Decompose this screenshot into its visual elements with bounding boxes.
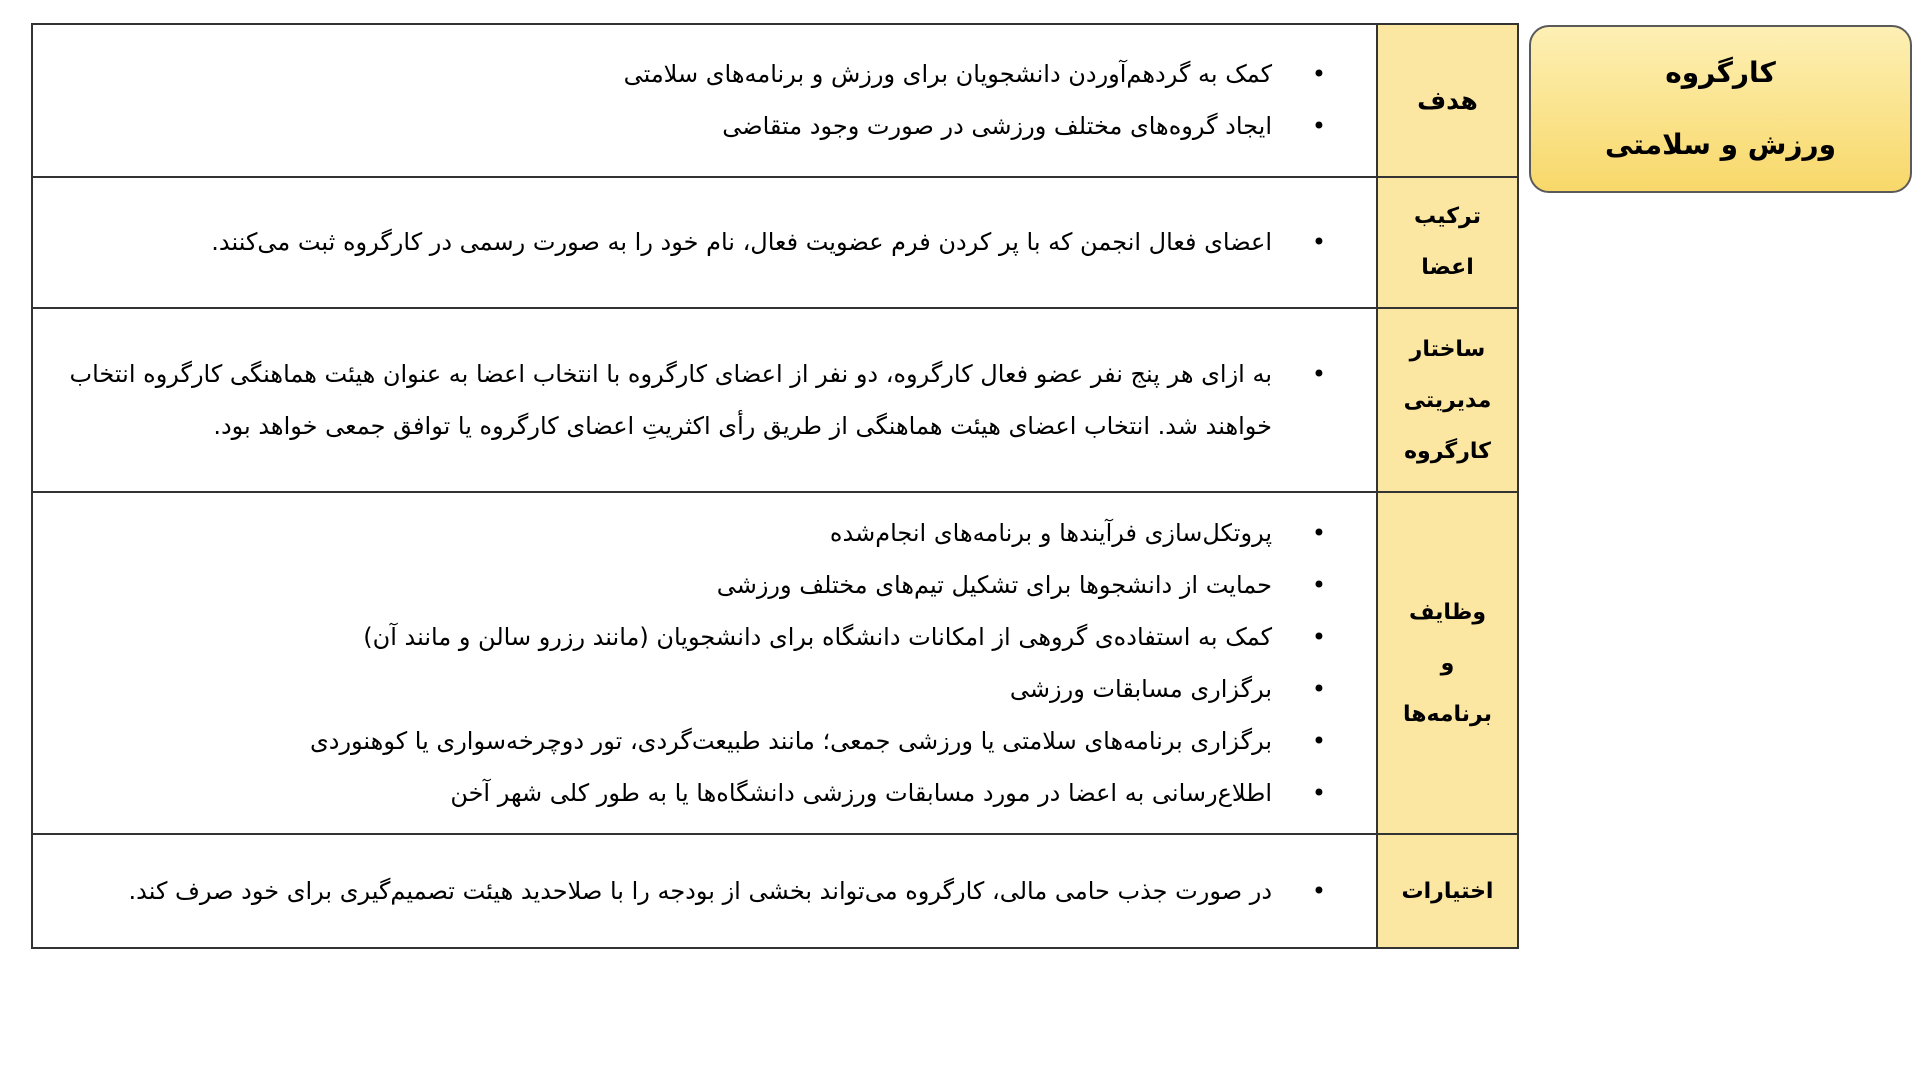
title-line-2: ورزش و سلامتی: [1604, 128, 1837, 161]
label-powers-line: اختیارات: [1401, 878, 1494, 904]
working-group-title-box: [1529, 25, 1912, 193]
label-duties-line: و: [1440, 650, 1455, 676]
duties-list: [33, 507, 1376, 819]
row-goal: [32, 24, 1518, 177]
label-duties-line: وظایف: [1408, 599, 1487, 625]
label-powers: [1377, 834, 1518, 948]
list-item: • در صورت جذب حامی مالی، کارگروه می‌تواند بخشی از بودجه را با صلاحدید هیئت تصمیم‌گیری برای خود صرف کند.: [53, 865, 1326, 917]
list-item: • به ازای هر پنج نفر عضو فعال کارگروه، دو نفر از اعضای کارگروه با انتخاب اعضا به عنوان هیئت هماهنگی کارگروه انتخاب خواهند شد. انتخاب اعضای هیئت هماهنگی از طریق رأی اکثریتِ اعضای کارگروه یا توافق جمعی خواهد بود.: [53, 348, 1326, 452]
working-group-table: [31, 23, 1519, 949]
row-members: [32, 177, 1518, 309]
label-members-line: ترکیب: [1413, 204, 1481, 230]
content-duties: [32, 492, 1377, 834]
content-goal: [32, 24, 1377, 177]
label-structure: [1377, 308, 1518, 492]
list-item: • برگزاری برنامه‌های سلامتی یا ورزشی جمعی؛ مانند طبیعت‌گردی، تور دوچرخه‌سواری یا کوهنوردی: [53, 715, 1326, 767]
list-item: • کمک به گردهم‌آوردن دانشجویان برای ورزش و برنامه‌های سلامتی: [53, 48, 1326, 100]
row-powers: [32, 834, 1518, 948]
label-members: [1377, 177, 1518, 309]
list-item: • اطلاع‌رسانی به اعضا در مورد مسابقات ورزشی دانشگاه‌ها یا به طور کلی شهر آخن: [53, 767, 1326, 819]
list-item: • ایجاد گروه‌های مختلف ورزشی در صورت وجود متقاضی: [53, 100, 1326, 152]
members-list: [33, 216, 1376, 268]
goal-list: [33, 48, 1376, 152]
list-item: • برگزاری مسابقات ورزشی: [53, 663, 1326, 715]
label-goal: [1377, 24, 1518, 177]
label-members-line: اعضا: [1421, 255, 1474, 281]
list-item: • اعضای فعال انجمن که با پر کردن فرم عضویت فعال، نام خود را به صورت رسمی در کارگروه ثبت می‌کنند.: [53, 216, 1326, 268]
row-structure: [32, 308, 1518, 492]
list-item: • کمک به استفاده‌ی گروهی از امکانات دانشگاه برای دانشجویان (مانند رزرو سالن و مانند آن): [53, 611, 1326, 663]
label-structure-line: کارگروه: [1404, 438, 1491, 464]
label-duties: [1377, 492, 1518, 834]
content-powers: [32, 834, 1377, 948]
label-goal-line: هدف: [1417, 85, 1478, 115]
title-line-1: کارگروه: [1665, 56, 1776, 89]
structure-list: [33, 348, 1376, 452]
list-item: • پروتکل‌سازی فرآیندها و برنامه‌های انجام‌شده: [53, 507, 1326, 559]
content-structure: [32, 308, 1377, 492]
label-structure-line: مدیریتی: [1403, 387, 1492, 413]
label-duties-line: برنامه‌ها: [1403, 701, 1492, 727]
powers-list: [33, 865, 1376, 917]
row-duties: [32, 492, 1518, 834]
list-item: • حمایت از دانشجوها برای تشکیل تیم‌های مختلف ورزشی: [53, 559, 1326, 611]
label-structure-line: ساختار: [1409, 336, 1486, 362]
content-members: [32, 177, 1377, 309]
